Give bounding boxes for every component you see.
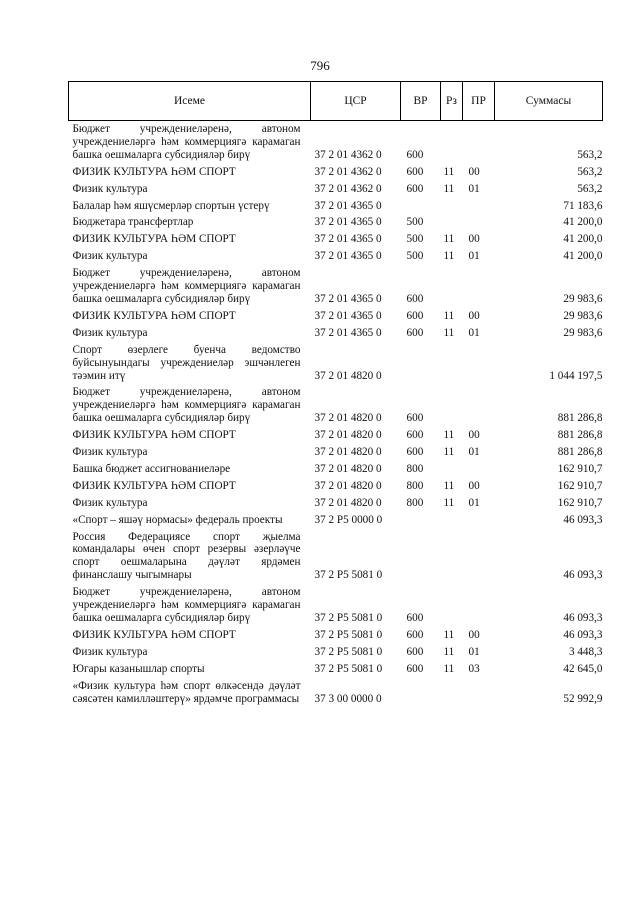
cell-rz: 11 (443, 233, 455, 246)
cell-csr: 37 2 P5 5081 0 (314, 628, 383, 641)
cell-name: Югары казанышлар спорты (72, 662, 205, 675)
cell-pr: 00 (468, 628, 480, 641)
cell-name: ФИЗИК КУЛЬТУРА ҺӘМ СПОРТ (72, 429, 236, 442)
cell-rz: 11 (443, 326, 455, 339)
table-row (69, 231, 603, 248)
table-row (69, 308, 603, 325)
cell-csr: 37 2 P5 5081 0 (314, 645, 383, 658)
cell-csr: 37 2 01 4365 0 (314, 216, 382, 229)
table-row (69, 627, 603, 644)
cell-rz: 11 (443, 662, 455, 675)
cell-pr: 00 (468, 165, 480, 178)
cell-sum: 563,2 (577, 165, 603, 178)
cell-csr: 37 2 01 4820 0 (314, 446, 382, 459)
cell-name: Физик культура (72, 496, 148, 509)
cell-vr: 600 (406, 628, 424, 641)
table-row (69, 678, 603, 708)
cell-name: Бюджет учреждениеләренә, автоном учреждениеләргә һәм коммерциягә карамаган башка оешмаларга субсидияләр бирү (72, 386, 301, 425)
cell-vr: 600 (406, 148, 424, 161)
table-row (69, 198, 603, 215)
cell-sum: 563,2 (577, 148, 603, 161)
cell-pr (463, 121, 495, 164)
cell-pr: 01 (468, 326, 480, 339)
cell-csr: 37 2 01 4820 0 (314, 496, 382, 509)
cell-rz (441, 198, 463, 215)
cell-csr: 37 2 01 4820 0 (314, 412, 382, 425)
cell-csr: 37 2 01 4820 0 (314, 369, 382, 382)
table-row (69, 584, 603, 627)
cell-vr (401, 198, 441, 215)
cell-name: Бюджет учреждениеләренә, автоном учреждениеләргә һәм коммерциягә карамаган башка оешмаларга субсидияләр бирү (72, 267, 301, 305)
cell-rz: 11 (443, 479, 455, 492)
cell-name: Бюджетара трансфертлар (72, 216, 194, 229)
cell-name: Физик культура (72, 250, 148, 263)
cell-vr: 600 (406, 292, 424, 305)
cell-name: ФИЗИК КУЛЬТУРА ҺӘМ СПОРТ (72, 479, 236, 492)
cell-name: ФИЗИК КУЛЬТУРА ҺӘМ СПОРТ (72, 309, 236, 322)
cell-pr: 00 (468, 233, 480, 246)
cell-pr (463, 529, 495, 585)
cell-vr: 800 (406, 479, 424, 492)
cell-sum: 41 200,0 (563, 233, 603, 246)
table-row (69, 529, 603, 585)
cell-vr: 500 (406, 250, 424, 263)
cell-vr: 800 (406, 496, 424, 509)
cell-vr: 500 (406, 233, 424, 246)
cell-vr (401, 678, 441, 708)
cell-sum: 29 983,6 (563, 309, 603, 322)
cell-vr: 600 (406, 182, 424, 195)
cell-sum: 29 983,6 (563, 292, 603, 305)
cell-vr: 600 (406, 662, 424, 675)
cell-vr: 600 (406, 612, 424, 624)
cell-rz (441, 512, 463, 529)
cell-pr (463, 384, 495, 427)
cell-pr: 01 (468, 446, 480, 459)
cell-rz: 11 (443, 446, 455, 459)
cell-pr: 03 (468, 662, 480, 675)
cell-sum: 29 983,6 (563, 326, 603, 339)
cell-sum: 1 044 197,5 (549, 369, 603, 382)
table-row (69, 495, 603, 512)
cell-csr: 37 2 01 4365 0 (314, 292, 382, 305)
cell-pr: 00 (468, 429, 480, 442)
cell-pr (463, 265, 495, 308)
cell-sum: 162 910,7 (557, 462, 603, 475)
table-row (69, 644, 603, 661)
cell-rz (441, 529, 463, 585)
cell-csr: 37 2 01 4820 0 (314, 462, 382, 475)
cell-sum: 41 200,0 (563, 216, 603, 229)
cell-pr: 00 (468, 479, 480, 492)
cell-rz: 11 (443, 429, 455, 442)
cell-csr: 37 2 01 4362 0 (314, 148, 382, 161)
budget-table (68, 81, 603, 707)
cell-csr: 37 2 P5 5081 0 (314, 612, 383, 624)
table-row (69, 444, 603, 461)
cell-name: «Физик культура һәм спорт өлкәсендә дәүләт сәясәтен камилләштерү» ярдәмче программасы (72, 679, 301, 705)
cell-vr: 800 (406, 462, 424, 475)
cell-vr: 600 (406, 309, 424, 322)
cell-name: Физик культура (72, 326, 148, 339)
cell-rz (441, 384, 463, 427)
cell-name: ФИЗИК КУЛЬТУРА ҺӘМ СПОРТ (72, 628, 236, 641)
cell-sum: 46 093,3 (563, 612, 603, 624)
cell-sum: 42 645,0 (563, 662, 603, 675)
cell-csr: 37 2 01 4365 0 (314, 250, 382, 263)
cell-pr (463, 678, 495, 708)
cell-csr: 37 2 01 4362 0 (314, 165, 382, 178)
cell-pr: 01 (468, 645, 480, 658)
table-row (69, 427, 603, 444)
cell-csr: 37 2 01 4365 0 (314, 199, 382, 212)
header-name: Исеме (69, 82, 311, 121)
cell-sum: 46 093,3 (563, 513, 603, 526)
cell-name: Россия Федерациясе спорт җыелма командалары өчен спорт резервы әзерләүче спорт оешмаларына дәүләт ярдәмен финанслашу чыгымнары (72, 530, 301, 582)
cell-sum: 46 093,3 (563, 569, 603, 582)
table-row (69, 265, 603, 308)
cell-sum: 563,2 (577, 182, 603, 195)
cell-rz: 11 (443, 628, 455, 641)
cell-vr: 600 (406, 429, 424, 442)
cell-pr (463, 342, 495, 385)
cell-name: ФИЗИК КУЛЬТУРА ҺӘМ СПОРТ (72, 233, 236, 246)
cell-csr: 37 2 01 4365 0 (314, 326, 382, 339)
cell-name: Физик культура (72, 182, 148, 195)
cell-rz: 11 (443, 165, 455, 178)
header-sum: Суммасы (495, 82, 603, 121)
cell-name: Физик культура (72, 446, 148, 459)
table-row (69, 325, 603, 342)
table-row (69, 478, 603, 495)
cell-pr (463, 214, 495, 231)
cell-name: Спорт өзерлеге буенча ведомство буйсынуындагы учреждениеләр эшчәнлеген тәэмин итү (72, 343, 301, 382)
cell-vr: 600 (406, 645, 424, 658)
header-rz: Рз (441, 82, 463, 121)
cell-vr (401, 342, 441, 385)
cell-name: «Спорт – яшәү нормасы» федераль проекты (72, 513, 283, 526)
table-row (69, 248, 603, 265)
cell-sum: 71 183,6 (563, 199, 603, 212)
cell-rz: 11 (443, 645, 455, 658)
cell-sum: 162 910,7 (557, 479, 603, 492)
cell-csr: 37 2 01 4365 0 (314, 233, 382, 246)
cell-sum: 881 286,8 (557, 429, 603, 442)
cell-name: ФИЗИК КУЛЬТУРА ҺӘМ СПОРТ (72, 165, 236, 178)
cell-rz (441, 678, 463, 708)
cell-csr: 37 2 01 4820 0 (314, 429, 382, 442)
cell-pr (463, 198, 495, 215)
cell-csr: 37 3 00 0000 0 (314, 692, 382, 705)
cell-rz: 11 (443, 496, 455, 509)
header-csr: ЦСР (311, 82, 401, 121)
cell-sum: 46 093,3 (563, 628, 603, 641)
cell-name: Физик культура (72, 645, 148, 658)
cell-vr (401, 512, 441, 529)
cell-sum: 881 286,8 (557, 412, 603, 425)
cell-csr: 37 2 01 4820 0 (314, 479, 382, 492)
table-row (69, 342, 603, 385)
page-number: 796 (310, 58, 330, 73)
cell-sum: 3 448,3 (568, 645, 603, 658)
cell-pr (463, 584, 495, 627)
cell-sum: 881 286,8 (557, 446, 603, 459)
cell-vr: 600 (406, 412, 424, 425)
cell-vr: 600 (406, 165, 424, 178)
cell-pr: 00 (468, 309, 480, 322)
table-row (69, 121, 603, 164)
cell-name: Бюджет учреждениеләренә, автоном учреждениеләргә һәм коммерциягә карамаган башка оешмаларга субсидияләр бирү (72, 123, 301, 161)
table-row (69, 461, 603, 478)
header-vr: ВР (401, 82, 441, 121)
cell-rz (441, 461, 463, 478)
header-pr: ПР (463, 82, 495, 121)
cell-rz (441, 121, 463, 164)
cell-sum: 41 200,0 (563, 250, 603, 263)
table-row (69, 384, 603, 427)
cell-pr: 01 (468, 182, 480, 195)
cell-vr (401, 529, 441, 585)
cell-vr: 600 (406, 446, 424, 459)
cell-csr: 37 2 P5 5081 0 (314, 569, 383, 582)
cell-csr: 37 2 P5 5081 0 (314, 662, 383, 675)
cell-name: Балалар һәм яшүсмерләр спортын үстерү (72, 199, 270, 212)
cell-pr (463, 512, 495, 529)
cell-rz (441, 214, 463, 231)
cell-rz (441, 265, 463, 308)
cell-csr: 37 2 P5 0000 0 (314, 513, 383, 526)
cell-name: Башка бюджет ассигнованиеләре (72, 462, 231, 475)
cell-pr: 01 (468, 250, 480, 263)
cell-name: Бюджет учреждениеләренә, автоном учреждениеләргә һәм коммерциягә карамаган башка оешмаларга субсидияләр бирү (72, 586, 301, 624)
cell-vr: 600 (406, 326, 424, 339)
cell-csr: 37 2 01 4365 0 (314, 309, 382, 322)
table-row (69, 181, 603, 198)
cell-sum: 52 992,9 (563, 692, 603, 705)
cell-vr: 500 (406, 216, 424, 229)
cell-rz (441, 584, 463, 627)
cell-rz: 11 (443, 182, 455, 195)
cell-sum: 162 910,7 (557, 496, 603, 509)
cell-pr (463, 461, 495, 478)
table-row (69, 661, 603, 678)
table-header-row (69, 82, 603, 121)
cell-rz: 11 (443, 250, 455, 263)
cell-rz (441, 342, 463, 385)
table-row (69, 214, 603, 231)
table-row (69, 164, 603, 181)
cell-rz: 11 (443, 309, 455, 322)
cell-csr: 37 2 01 4362 0 (314, 182, 382, 195)
table-row (69, 512, 603, 529)
cell-pr: 01 (468, 496, 480, 509)
